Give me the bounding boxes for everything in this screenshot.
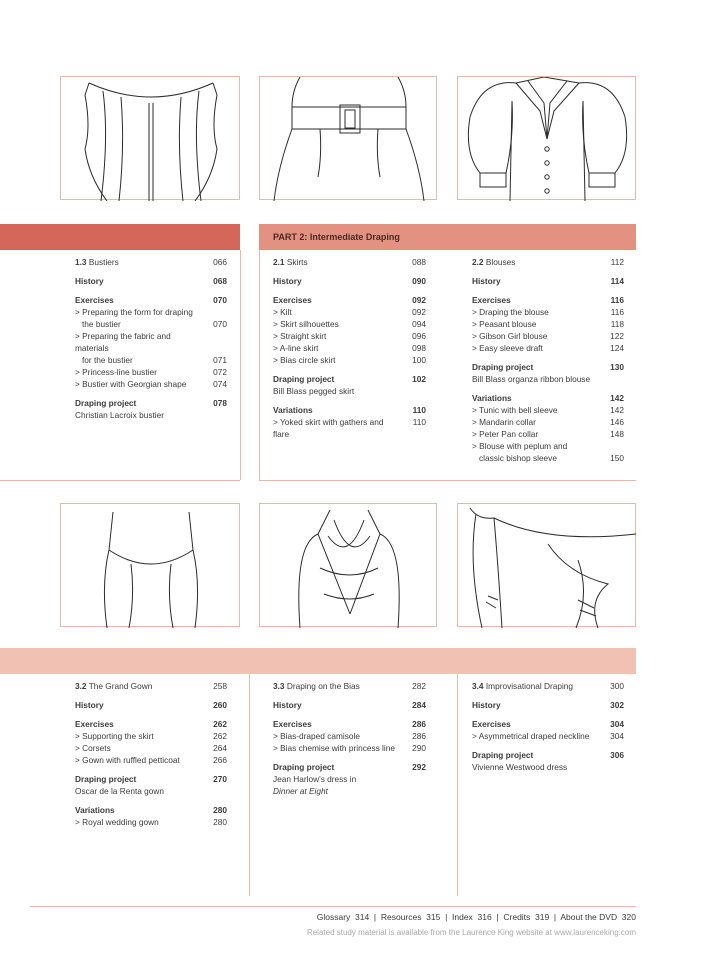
toc-entry-label: History [472, 700, 501, 710]
toc-entry[interactable] [472, 428, 624, 440]
toc-entry-label: > Preparing the fabric and materials [75, 331, 171, 353]
toc-entry[interactable] [472, 392, 624, 404]
section-number: 2.2 [472, 257, 484, 267]
divider [30, 906, 636, 907]
toc-entry-page: 110 [412, 417, 426, 427]
section-number: 2.1 [273, 257, 285, 267]
toc-entry-page: 070 [213, 319, 227, 329]
toc-entry-label: > Draping the blouse [472, 307, 549, 317]
toc-entry-page: 262 [213, 719, 227, 729]
toc-entry[interactable] [273, 306, 426, 318]
toc-entry-label: History [75, 276, 104, 286]
toc-entry-page: 116 [610, 307, 624, 317]
section-number: 3.3 [273, 681, 285, 691]
toc-entry[interactable] [472, 404, 624, 416]
toc-entry-label: > Asymmetrical draped neckline [472, 731, 590, 741]
toc-entry-label: > Bias-draped camisole [273, 731, 360, 741]
toc-entry-page: 304 [610, 731, 624, 741]
toc-entry[interactable] [75, 730, 227, 742]
toc-entry[interactable] [273, 275, 426, 287]
toc-entry-label: classic bishop sleeve [479, 453, 557, 463]
toc-entry-label: > Royal wedding gown [75, 817, 159, 827]
toc-entry-page: 114 [610, 276, 624, 286]
toc-entry-label: > Bias chemise with princess line [273, 743, 395, 753]
part-band [259, 224, 636, 250]
toc-entry-label: History [273, 276, 302, 286]
toc-entry-page: 071 [213, 355, 227, 365]
toc-entry[interactable] [273, 330, 426, 342]
toc-entry-label: Draping project [273, 374, 335, 384]
toc-entry-page: 092 [412, 307, 426, 317]
toc-entry-label: Draping project [472, 362, 534, 372]
toc-entry[interactable] [472, 730, 624, 742]
toc-column-bustiers [75, 256, 227, 421]
toc-entry[interactable] [75, 306, 227, 318]
toc-entry[interactable] [472, 306, 624, 318]
toc-entry-page: 096 [412, 331, 426, 341]
toc-entry-label: > Princess-line bustier [75, 367, 157, 377]
section-heading[interactable] [75, 680, 227, 692]
toc-entry-page: 260 [213, 700, 227, 710]
section-number: 3.4 [472, 681, 484, 691]
toc-entry[interactable] [472, 718, 624, 730]
toc-entry-page: 284 [412, 700, 426, 710]
section-title: Skirts [286, 257, 308, 267]
toc-entry[interactable] [472, 275, 624, 287]
toc-entry-page: 286 [412, 719, 426, 729]
toc-entry[interactable] [75, 294, 227, 306]
section-title: Improvisational Draping [485, 681, 574, 691]
blouse-illustration [457, 76, 636, 200]
toc-entry[interactable] [75, 699, 227, 711]
toc-entry-page: 266 [213, 755, 227, 765]
toc-entry-page: 290 [412, 743, 426, 753]
toc-entry-page: 122 [610, 331, 624, 341]
section-heading[interactable] [472, 680, 624, 692]
toc-entry[interactable] [75, 718, 227, 730]
toc-entry-label: > Straight skirt [273, 331, 327, 341]
toc-entry[interactable] [472, 318, 624, 330]
toc-entry[interactable] [273, 342, 426, 354]
toc-entry-label: Exercises [472, 295, 511, 305]
toc-entry[interactable] [75, 816, 227, 828]
toc-entry[interactable] [273, 785, 426, 797]
section-page: 112 [610, 257, 624, 267]
toc-entry-label: Exercises [75, 719, 114, 729]
divider [240, 250, 241, 480]
section-title: Draping on the Bias [286, 681, 360, 691]
toc-entry-label: > Gown with ruffled petticoat [75, 755, 180, 765]
toc-entry-label: > Peasant blouse [472, 319, 537, 329]
toc-entry-page: 146 [610, 417, 624, 427]
toc-entry[interactable] [273, 318, 426, 330]
toc-entry[interactable] [75, 804, 227, 816]
toc-entry-label: History [75, 700, 104, 710]
toc-entry[interactable] [75, 409, 227, 421]
toc-entry[interactable] [472, 440, 624, 452]
toc-entry-page: 068 [213, 276, 227, 286]
toc-entry-label: Variations [75, 805, 115, 815]
toc-entry-label: > Blouse with peplum and [472, 441, 568, 451]
toc-entry-label: > Mandarin collar [472, 417, 536, 427]
toc-entry-label: > Kilt [273, 307, 292, 317]
toc-entry-page: 150 [610, 453, 624, 463]
toc-entry-label: Variations [472, 393, 512, 403]
toc-entry[interactable] [75, 397, 227, 409]
toc-entry-page: 264 [213, 743, 227, 753]
section-number: 1.3 [75, 257, 87, 267]
toc-entry[interactable] [472, 373, 624, 385]
toc-entry-page: 072 [213, 367, 227, 377]
toc-entry[interactable] [273, 761, 426, 773]
section-page: 066 [213, 257, 227, 267]
toc-entry-page: 292 [412, 762, 426, 772]
divider [259, 250, 260, 480]
toc-entry-page: 094 [412, 319, 426, 329]
toc-column-bias [273, 680, 426, 797]
toc-entry-page: 304 [610, 719, 624, 729]
toc-entry[interactable] [273, 416, 426, 440]
toc-entry-label: Draping project [75, 398, 137, 408]
toc-entry[interactable] [273, 699, 426, 711]
toc-entry[interactable] [472, 294, 624, 306]
toc-entry[interactable] [273, 718, 426, 730]
divider [249, 674, 250, 896]
toc-entry-page: 280 [213, 805, 227, 815]
toc-entry[interactable] [273, 773, 426, 785]
toc-entry[interactable] [75, 742, 227, 754]
toc-entry-label: Dinner at Eight [273, 786, 328, 796]
toc-entry-page: 078 [213, 398, 227, 408]
section-heading[interactable] [75, 256, 227, 268]
toc-column-skirts [273, 256, 426, 440]
bustier-illustration [60, 76, 240, 200]
toc-entry-label: > Preparing the form for draping [75, 307, 193, 317]
toc-entry[interactable] [273, 730, 426, 742]
toc-entry-label: > Supporting the skirt [75, 731, 154, 741]
chapter-band-left [0, 224, 240, 250]
toc-entry[interactable] [273, 373, 426, 385]
bias-drape-illustration [259, 503, 437, 627]
toc-entry-page: 090 [412, 276, 426, 286]
toc-entry-label: Bill Blass pegged skirt [273, 386, 355, 396]
toc-entry-label: Draping project [273, 762, 335, 772]
section-number: 3.2 [75, 681, 87, 691]
toc-entry[interactable] [75, 330, 227, 354]
toc-entry-page: 142 [610, 393, 624, 403]
section-page: 300 [610, 681, 624, 691]
toc-entry[interactable] [472, 699, 624, 711]
divider [259, 480, 636, 481]
toc-entry-page: 118 [610, 319, 624, 329]
toc-entry-label: Oscar de la Renta gown [75, 786, 165, 796]
footer-links[interactable]: Glossary 314 | Resources 315 | Index 316 | Credits 319 | About the DVD 320 [316, 912, 636, 922]
toc-entry-label: Exercises [273, 719, 312, 729]
toc-entry[interactable] [273, 354, 426, 366]
toc-entry[interactable] [472, 452, 624, 464]
chapter-band-bottom [0, 648, 636, 674]
toc-entry[interactable] [273, 742, 426, 754]
toc-entry-label: > Corsets [75, 743, 111, 753]
toc-entry-label: > Bustier with Georgian shape [75, 379, 187, 389]
toc-entry[interactable] [75, 785, 227, 797]
toc-entry-label: Draping project [75, 774, 137, 784]
toc-entry-label: History [273, 700, 302, 710]
toc-entry[interactable] [75, 366, 227, 378]
toc-entry-page: 286 [412, 731, 426, 741]
toc-column-blouses [472, 256, 624, 464]
toc-entry[interactable] [75, 318, 227, 330]
toc-entry-page: 074 [213, 379, 227, 389]
skirt-illustration [259, 76, 437, 200]
toc-entry[interactable] [472, 749, 624, 761]
toc-column-improvisational [472, 680, 624, 773]
toc-entry[interactable] [472, 330, 624, 342]
toc-entry-label: > Tunic with bell sleeve [472, 405, 558, 415]
toc-entry-label: for the bustier [82, 355, 133, 365]
toc-entry[interactable] [472, 416, 624, 428]
section-heading[interactable] [273, 680, 426, 692]
toc-entry-page: 148 [610, 429, 624, 439]
section-page: 258 [213, 681, 227, 691]
toc-entry-label: Exercises [75, 295, 114, 305]
toc-entry-page: 302 [610, 700, 624, 710]
toc-entry-page: 262 [213, 731, 227, 741]
toc-entry[interactable] [472, 361, 624, 373]
toc-entry-page: 098 [412, 343, 426, 353]
toc-entry-page: 306 [610, 750, 624, 760]
toc-entry-label: > Skirt silhouettes [273, 319, 339, 329]
section-title: The Grand Gown [88, 681, 153, 691]
toc-entry-label: > Easy sleeve draft [472, 343, 543, 353]
toc-entry-label: Vivienne Westwood dress [472, 762, 568, 772]
toc-entry-page: 070 [213, 295, 227, 305]
toc-entry-label: > Yoked skirt with gathers and flare [273, 417, 384, 439]
section-heading[interactable] [472, 256, 624, 268]
toc-entry[interactable] [75, 354, 227, 366]
toc-entry-page: 092 [412, 295, 426, 305]
toc-entry-label: Exercises [472, 719, 511, 729]
toc-entry-label: the bustier [82, 319, 121, 329]
toc-entry-label: Jean Harlow's dress in [273, 774, 357, 784]
toc-entry-label: History [472, 276, 501, 286]
slip-dress-illustration [60, 503, 240, 627]
asymmetric-drape-illustration [457, 503, 636, 627]
section-title: Bustiers [88, 257, 119, 267]
divider [457, 674, 458, 896]
toc-entry-page: 116 [610, 295, 624, 305]
toc-entry-page: 142 [610, 405, 624, 415]
footer-note: Related study material is available from the Laurence King website at www.laurenceking.com [306, 928, 636, 937]
part-title: PART 2: Intermediate Draping [273, 232, 400, 242]
toc-entry-label: Christian Lacroix bustier [75, 410, 164, 420]
toc-entry-page: 110 [412, 405, 426, 415]
toc-entry-page: 100 [412, 355, 426, 365]
toc-entry[interactable] [273, 385, 426, 397]
toc-entry-label: > Gibson Girl blouse [472, 331, 548, 341]
toc-entry[interactable] [472, 342, 624, 354]
toc-entry-label: Variations [273, 405, 313, 415]
divider [0, 480, 240, 481]
toc-entry-label: Draping project [472, 750, 534, 760]
section-title: Blouses [485, 257, 516, 267]
toc-entry-page: 270 [213, 774, 227, 784]
section-page: 088 [412, 257, 426, 267]
toc-column-grand-gown [75, 680, 227, 828]
toc-entry[interactable] [75, 754, 227, 766]
toc-entry-label: > Bias circle skirt [273, 355, 336, 365]
toc-entry[interactable] [472, 761, 624, 773]
toc-entry[interactable] [273, 294, 426, 306]
toc-entry[interactable] [75, 378, 227, 390]
toc-entry-label: > A-line skirt [273, 343, 319, 353]
section-heading[interactable] [273, 256, 426, 268]
toc-entry[interactable] [273, 404, 426, 416]
toc-entry-label: Exercises [273, 295, 312, 305]
toc-entry[interactable] [75, 773, 227, 785]
toc-entry-label: > Peter Pan collar [472, 429, 539, 439]
toc-entry-page: 130 [610, 362, 624, 372]
toc-entry-label: Bill Blass organza ribbon blouse [472, 374, 591, 384]
toc-entry-page: 280 [213, 817, 227, 827]
toc-entry-page: 102 [412, 374, 426, 384]
toc-entry[interactable] [75, 275, 227, 287]
section-page: 282 [412, 681, 426, 691]
toc-entry-page: 124 [610, 343, 624, 353]
